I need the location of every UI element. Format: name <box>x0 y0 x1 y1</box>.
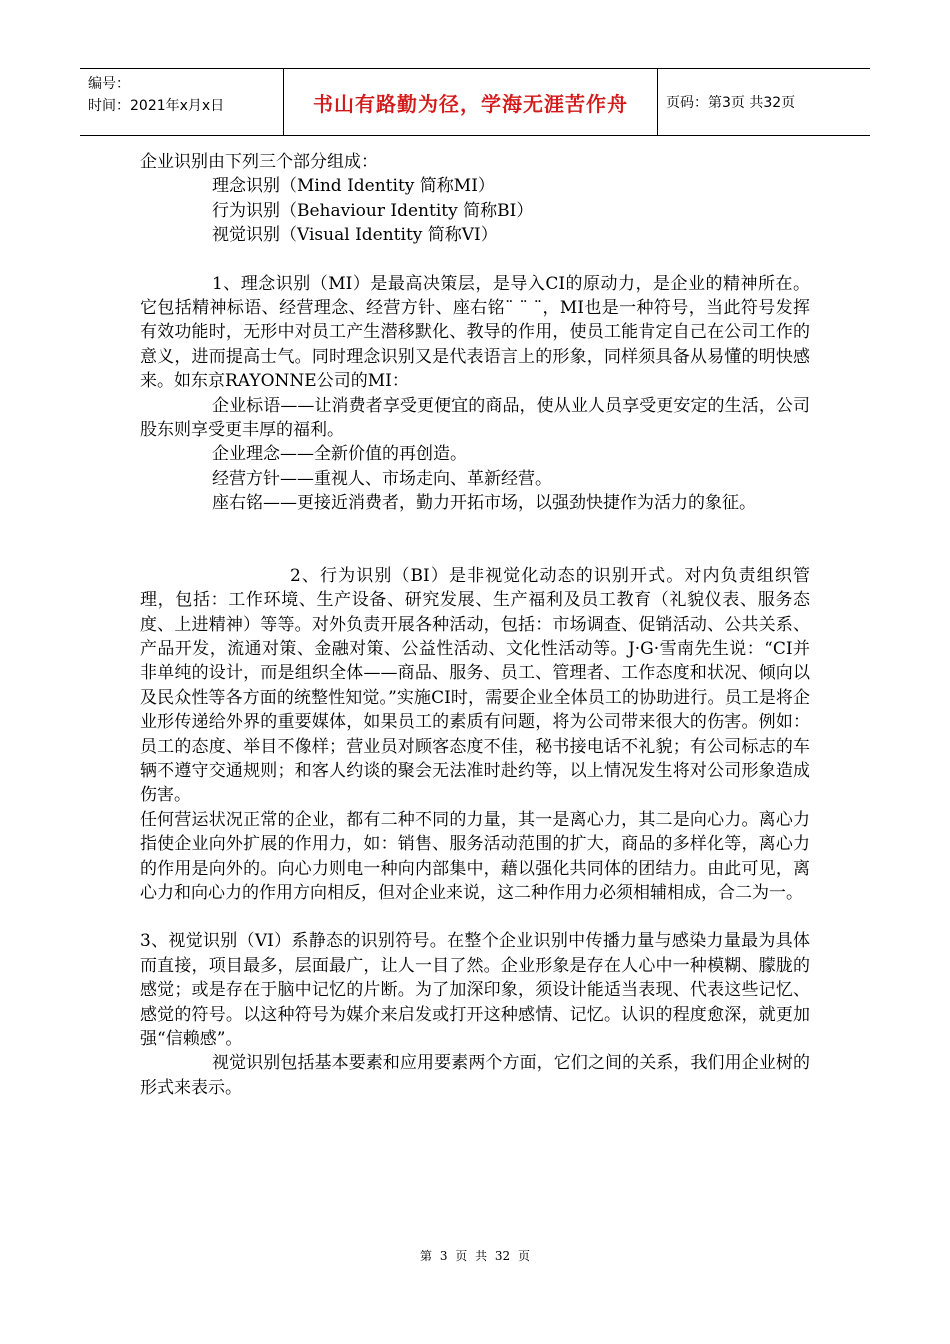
policy-line: 经营方针——重视人、市场走向、革新经营。 <box>212 468 552 489</box>
slogan-paragraph: 企业标语——让消费者享受更便宜的商品，使从业人员享受更安定的生活，公司股东则享受更丰厚的福利。 <box>140 395 810 441</box>
bi-item: 行为识别（Behaviour Identity 简称BI） <box>212 200 534 221</box>
motto-line: 座右铭——更接近消费者，勤力开拓市场，以强劲快捷作为活力的象征。 <box>212 493 756 514</box>
vi-item: 视觉识别（Visual Identity 简称VI） <box>212 225 498 246</box>
header-motto: 书山有路勤为径，学海无涯苦作舟 <box>283 69 658 135</box>
header-page-label: 页码：第3页 共32页 <box>666 95 796 111</box>
number-label: 编号： <box>88 76 130 92</box>
time-label: 时间：2021年x月x日 <box>88 98 225 114</box>
document-header <box>80 68 870 136</box>
force-paragraph: 任何营运状况正常的企业，都有二种不同的力量，其一是离心力，其二是向心力。离心力指使企业向外扩展的作用力，如：销售、服务活动范围的扩大，商品的多样化等，离心力的作用是向外的。向心力则电一种向内部集中，藉以强化共同体的团结力。由此可见，离心力和向心力的作用方向相反，但对企业来说，这二种作用力必须相辅相成，合二为一。 <box>140 809 810 903</box>
header-meta <box>80 69 283 135</box>
mi-item: 理念识别（Mind Identity 简称MI） <box>212 176 495 197</box>
document-body <box>140 150 810 1100</box>
page-footer: 第 3 页 共 32 页 <box>420 1249 530 1263</box>
vi-paragraph: 3、视觉识别（VI）系静态的识别符号。在整个企业识别中传播力量与感染力量最为具体而直接，项目最多，层面最广，让人一目了然。企业形象是存在人心中一种模糊、朦胧的感觉；或是存在于脑中记忆的片断。为了加深印象，须设计能适当表现、代表这些记忆、感觉的符号。以这种符号为媒介来启发或打开这种感情、记忆。认识的程度愈深，就更加强“信赖感”。 <box>140 931 810 1049</box>
vi-tree-paragraph: 视觉识别包括基本要素和应用要素两个方面，它们之间的关系，我们用企业树的形式来表示。 <box>140 1053 810 1098</box>
bi-paragraph: 2、行为识别（BI）是非视觉化动态的识别开式。对内负责组织管理，包括：工作环境、生产设备、研究发展、生产福利及员工教育（礼貌仪表、服务态度、上进精神）等等。对外负责开展各种活动，包括：市场调查、促销活动、公共关系、产品开发，流通对策、金融对策、公益性活动、文化性活动等。J·G·雪南先生说：“CI并非单纯的设计，而是组织全体——商品、服务、员工、管理者、工作态度和状况、倾向以及民众性等各方面的统整性知觉。”实施CI时，需要企业全体员工的协助进行。员工是将企业形传递给外界的重要媒体，如果员工的素质有问题，将为公司带来很大的伤害。例如：员工的态度、举目不像样；营业员对顾客态度不佳，秘书接电话不礼貌；有公司标志的车辆不遵守交通规则；和客人约谈的聚会无法准时赴约等，以上情况发生将对公司形象造成伤害。 <box>140 565 810 806</box>
mi-paragraph: 1、理念识别（MI）是最高决策层，是导入CI的原动力，是企业的精神所在。它包括精神标语、经营理念、经营方针、座右铭¨ ¨ ¨，MI也是一种符号，当此符号发挥有效功能时，无形中对员工产生潜移默化、教导的作用，使员工能肯定自己在公司工作的意义，进而提高士气。同时理念识别又是代表语言上的形象，同样须具备从易懂的明快感来。如东京RAYONNE公司的MI： <box>140 273 810 392</box>
philosophy-line: 企业理念——全新价值的再创造。 <box>212 444 467 465</box>
intro-line: 企业识别由下列三个部分组成： <box>140 152 378 172</box>
